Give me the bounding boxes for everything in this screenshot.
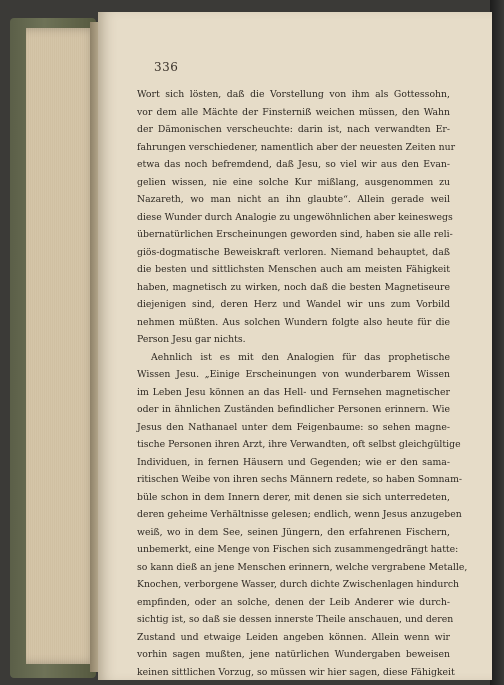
text-line: oder in ähnlichen Zuständen befindlicher Personen erinnern. Wie <box>137 404 450 415</box>
page-stack <box>26 28 98 664</box>
text-line: fahrungen verschiedener, namentlich aber der neuesten Zeiten nur <box>137 141 456 153</box>
text-line: Aehnlich ist es mit den Analogien für das prophetische <box>151 351 450 363</box>
text-line: empfinden, oder an solche, denen der Leib Anderer wie durch- <box>137 596 450 608</box>
text-line: giös-dogmatische Beweiskraft verloren. Niemand behauptet, daß <box>137 246 450 258</box>
text-line: im Leben Jesu können an das Hell- und Fernsehen magnetischer <box>137 386 450 398</box>
text-line: Zustand und etwaige Leiden angeben können. Allein wenn wir <box>137 631 450 643</box>
text-line: Individuen, in fernen Häusern und Gegenden; wie er den sama- <box>137 456 450 468</box>
text-line: diejenigen sind, deren Herz und Wandel wir uns zum Vorbild <box>137 299 450 310</box>
text-line: der Dämonischen verscheuchte: darin ist, nach verwandten Er- <box>137 124 450 135</box>
text-line: gelien wissen, nie eine solche Kur mißlang, ausgenommen zu <box>137 176 450 188</box>
text-line: büle schon in dem Innern derer, mit denen sie sich unterredeten, <box>137 491 450 503</box>
text-line: ritischen Weibe von ihren sechs Männern redete, so haben Somnam- <box>137 474 463 485</box>
text-line: Jesus den Nathanael unter dem Feigenbaume: so sehen magne- <box>137 421 450 433</box>
text-line: deren geheime Verhältnisse gelesen; endlich, wenn Jesus anzugeben <box>137 509 462 520</box>
text-line: unbemerkt, eine Menge von Fischen sich zusammengedrängt hatte: <box>137 544 459 555</box>
text-line: tische Personen ihren Arzt, ihre Verwandten, oft selbst gleichgültige <box>137 439 461 450</box>
page-number: 336 <box>154 60 179 74</box>
text-line: Wort sich lösten, daß die Vorstellung von ihm als Gottessohn, <box>137 89 450 100</box>
text-line: Wissen Jesu. „Einige Erscheinungen von wunderbarem Wissen <box>137 369 450 380</box>
text-line: etwa das noch befremdend, daß Jesu, so viel wir aus den Evan- <box>137 159 450 170</box>
text-line: diese Wunder durch Analogie zu ungewöhnlichen aber keineswegs <box>137 211 453 223</box>
text-line: haben, magnetisch zu wirken, noch daß die besten Magnetiseure <box>137 281 450 293</box>
text-line: keinen sittlichen Vorzug, so müssen wir hier sagen, diese Fähigkeit <box>137 666 455 678</box>
text-line: so kann dieß an jene Menschen erinnern, welche vergrabene Metalle, <box>137 561 468 573</box>
background-edge <box>490 0 504 685</box>
text-line: nehmen müßten. Aus solchen Wundern folgte also heute für die <box>137 316 450 328</box>
text-line: Person Jesu gar nichts. <box>137 334 246 345</box>
text-line: weiß, wo in dem See, seinen Jüngern, den erfahrenen Fischern, <box>137 526 450 538</box>
text-line: Knochen, verborgene Wasser, durch dichte Zwischenlagen hindurch <box>137 579 460 590</box>
text-line: die besten und sittlichsten Menschen auch am meisten Fähigkeit <box>137 264 450 275</box>
text-line: Nazareth, wo man nicht an ihn glaubte“. Allein gerade weil <box>137 194 450 205</box>
text-line: übernatürlichen Erscheinungen geworden sind, haben sie alle reli- <box>137 229 453 240</box>
text-line: sichtig ist, so daß sie dessen innerste Theile anschauen, und deren <box>137 614 454 625</box>
page-text <box>137 86 468 681</box>
text-line: vorhin sagen mußten, jene natürlichen Wundergaben beweisen <box>137 649 450 660</box>
text-line: vor dem alle Mächte der Finsterniß weichen müssen, den Wahn <box>137 106 450 118</box>
